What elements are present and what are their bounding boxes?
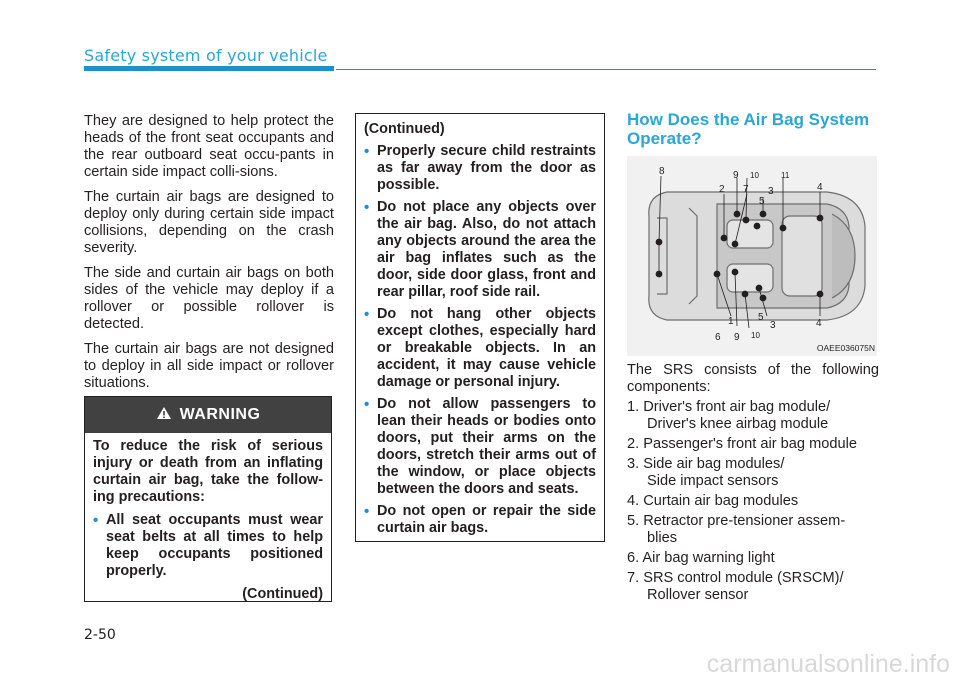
components-intro: The SRS consists of the following components:: [627, 362, 879, 395]
label-10: 10: [750, 171, 759, 180]
label-7: 7: [743, 184, 749, 195]
paragraph: The curtain air bags are designed to deploy only during certain side impact collisions, depending on the crash severity.: [84, 189, 334, 256]
header-accent-bar: [84, 66, 334, 71]
page-number: 2-50: [84, 627, 116, 643]
watermark: carmanualsonline.info: [706, 650, 950, 678]
precaution-bullet: • Do not hang other objects except clothes, especially hard or breakable objects. In an accident, it may cause vehicle damage or personal injury.: [364, 306, 596, 391]
warning-title: WARNING: [179, 406, 261, 423]
car-top-view: [649, 192, 865, 320]
warning-triangle-icon: [156, 406, 172, 424]
section-title: How Does the Air Bag System Operate?: [627, 110, 870, 148]
item-line: 5. Retractor pre-tensioner assem-: [627, 513, 846, 529]
list-item: [627, 570, 879, 604]
warning-box: [84, 396, 332, 602]
label-2: 2: [719, 184, 725, 195]
srs-components-text: [627, 362, 879, 607]
header-rule: [336, 69, 876, 70]
continued-warning-box: [355, 113, 605, 542]
precaution-bullet: • Properly secure child restraints as far away from the door as possible.: [364, 143, 596, 194]
item-line: 2. Passenger's front air bag module: [627, 436, 857, 452]
label-9b: 9: [734, 332, 740, 343]
warning-body: [85, 433, 331, 603]
list-item: [627, 550, 879, 567]
item-line: 7. SRS control module (SRSCM)/: [627, 570, 844, 586]
warning-intro: To reduce the risk of serious injury or death from an inflating curtain air bag, take the follow-ing precautions:: [93, 438, 323, 505]
label-5b: 5: [758, 312, 764, 323]
precaution-bullet: • Do not place any objects over the air bag. Also, do not attach any objects around the area the air bag inflates such as the door, side door glass, front and rear pillar, roof side rail.: [364, 199, 596, 301]
label-8: 8: [659, 166, 665, 177]
precaution-bullet: • Do not allow passengers to lean their heads or bodies onto doors, put their arms on the doors, stretch their arms out of the window, or place objects between the doors and seats.: [364, 396, 596, 498]
label-3: 3: [768, 186, 774, 197]
continued-heading: (Continued): [364, 121, 445, 137]
list-item: [627, 436, 879, 453]
precaution-bullet: • Do not open or repair the side curtain air bags.: [364, 503, 596, 537]
list-item: [627, 399, 879, 433]
body-text-column: [84, 113, 334, 400]
label-9: 9: [733, 170, 739, 181]
paragraph: The side and curtain air bags on both sides of the vehicle may deploy if a rollover or possible rollover is detected.: [84, 265, 334, 332]
figure-code: OAEE036075N: [816, 343, 875, 353]
label-4: 4: [817, 182, 823, 193]
label-5: 5: [759, 196, 765, 207]
item-line: 3. Side air bag modules/: [627, 456, 785, 472]
continued-label: (Continued): [242, 586, 323, 602]
label-3b: 3: [770, 320, 776, 331]
label-6: 6: [715, 332, 721, 343]
list-item: [627, 456, 879, 490]
label-4b: 4: [816, 318, 822, 329]
label-1: 1: [728, 316, 734, 327]
warning-bullet: • All seat occupants must wear seat belts at all times to help keep occupants positioned properly.: [93, 512, 323, 580]
paragraph: The curtain air bags are not designed to deploy in all side impact or rollover situations.: [84, 341, 334, 391]
components-list: [627, 399, 879, 604]
warning-header: [85, 397, 331, 433]
section-header: Safety system of your vehicle: [84, 46, 328, 65]
item-line: 1. Driver's front air bag module/: [627, 399, 831, 415]
item-line: Driver's knee airbag module: [647, 416, 829, 432]
item-line: blies: [647, 530, 678, 546]
item-line: 6. Air bag warning light: [627, 550, 775, 566]
item-line: Rollover sensor: [647, 587, 749, 603]
section-heading-block: [627, 110, 879, 148]
list-item: [627, 493, 879, 510]
item-line: 4. Curtain air bag modules: [627, 493, 799, 509]
list-item: [627, 513, 879, 547]
paragraph: They are designed to help protect the heads of the front seat occupants and the rear outboard seat occu-pants in certain side impact colli-sions.: [84, 113, 334, 180]
label-10b: 10: [751, 331, 760, 340]
label-11: 11: [781, 171, 790, 180]
item-line: Side impact sensors: [647, 473, 779, 489]
airbag-location-diagram: [627, 156, 877, 356]
